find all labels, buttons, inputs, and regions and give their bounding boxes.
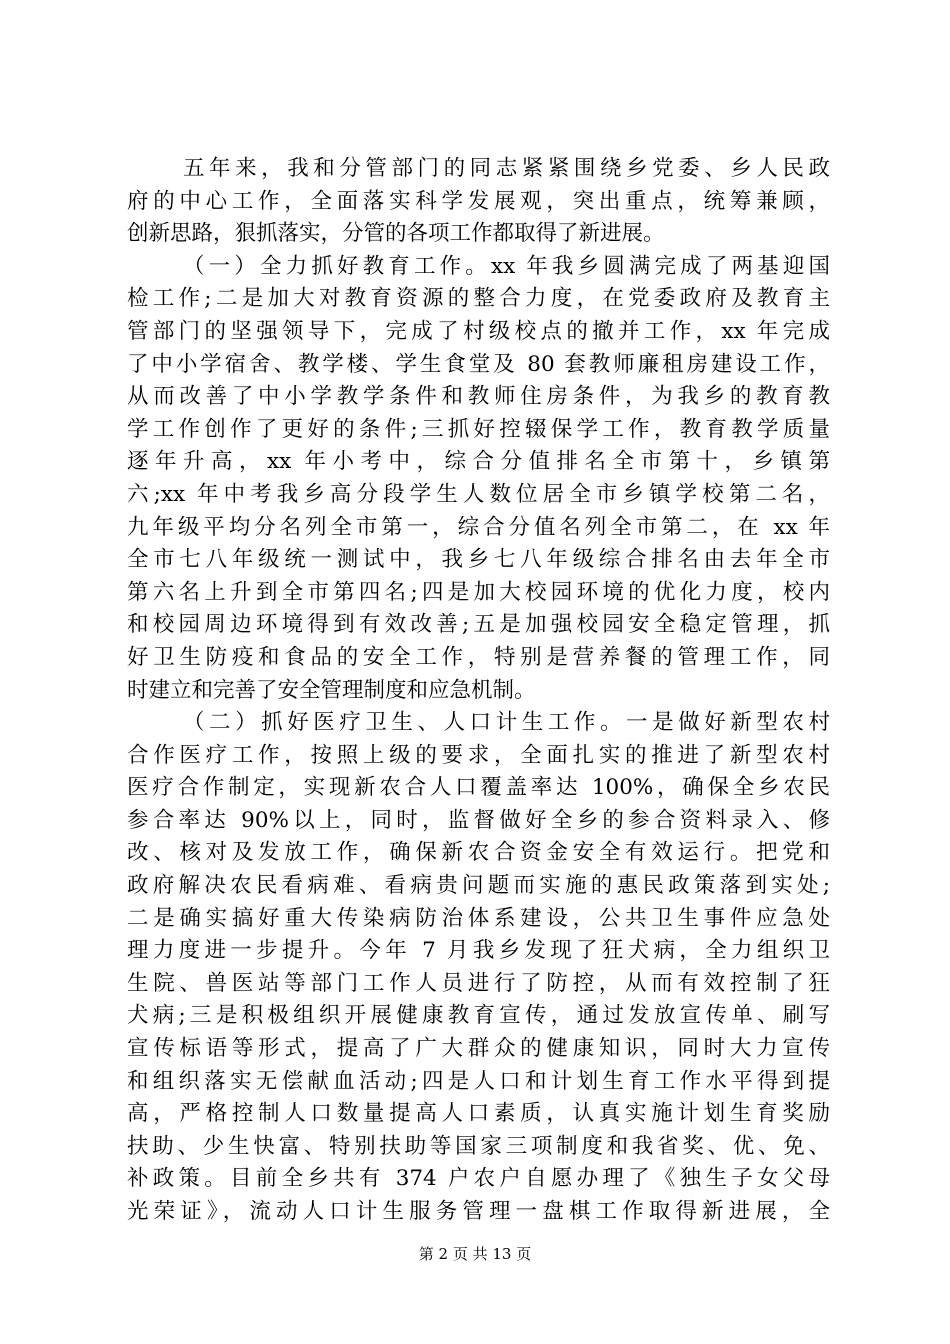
paragraph-line: 政府解决农民看病难、看病贵问题而实施的惠民政策落到实处;	[127, 873, 830, 899]
paragraph-line: 医疗合作制定，实现新农合人口覆盖率达 100%，确保全乡农民	[127, 775, 830, 801]
paragraph-line: 全市七八年级统一测试中，我乡七八年级综合排名由去年全市	[127, 547, 830, 573]
page-number-footer: 第 2 页 共 13 页	[418, 1245, 532, 1263]
paragraph-line: 府的中心工作，全面落实科学发展观，突出重点，统筹兼顾，	[127, 188, 830, 214]
paragraph-line: 检工作;二是加大对教育资源的整合力度，在党委政府及教育主	[127, 286, 830, 312]
paragraph-line: 九年级平均分名列全市第一，综合分值名列全市第二，在 xx 年	[127, 514, 830, 540]
paragraph-line: 逐年升高，xx 年小考中，综合分值排名全市第十，乡镇第	[127, 449, 830, 475]
paragraph-line: 参合率达 90%以上，同时，监督做好全乡的参合资料录入、修	[127, 807, 830, 833]
paragraph-line: 创新思路，狠抓落实，分管的各项工作都取得了新进展。	[127, 221, 665, 247]
paragraph-line: 时建立和完善了安全管理制度和应急机制。	[127, 677, 536, 703]
paragraph-line: 五年来，我和分管部门的同志紧紧围绕乡党委、乡人民政	[183, 156, 830, 181]
paragraph-line: 扶助、少生快富、特别扶助等国家三项制度和我省奖、优、免、	[127, 1133, 830, 1159]
paragraph-line: 和组织落实无偿献血活动;四是人口和计划生育工作水平得到提	[127, 1068, 830, 1094]
paragraph-line: 犬病;三是积极组织开展健康教育宣传，通过发放宣传单、刷写	[127, 1003, 830, 1029]
paragraph-line: 管部门的坚强领导下，完成了村级校点的撤并工作，xx 年完成	[127, 318, 830, 344]
paragraph-line: 二是确实搞好重大传染病防治体系建设，公共卫生事件应急处	[127, 905, 830, 931]
document-body	[127, 153, 830, 1229]
paragraph-line: 和校园周边环境得到有效改善;五是加强校园安全稳定管理，抓	[127, 612, 830, 638]
paragraph-line: 好卫生防疫和食品的安全工作，特别是营养餐的管理工作，同	[127, 644, 830, 670]
paragraph-line: （一）全力抓好教育工作。xx 年我乡圆满完成了两基迎国	[183, 253, 830, 279]
paragraph-line: 高，严格控制人口数量提高人口素质，认真实施计划生育奖励	[127, 1101, 830, 1127]
paragraph-line: 补政策。目前全乡共有 374 户农户自愿办理了《独生子女父母	[127, 1166, 830, 1192]
paragraph-line: 改、核对及发放工作，确保新农合资金安全有效运行。把党和	[127, 840, 830, 866]
paragraph-line: （二）抓好医疗卫生、人口计生工作。一是做好新型农村	[183, 710, 830, 736]
paragraph-line: 光荣证》，流动人口计生服务管理一盘棋工作取得新进展，全	[127, 1199, 830, 1224]
paragraph-line: 生院、兽医站等部门工作人员进行了防控，从而有效控制了狂	[127, 970, 830, 996]
paragraph-line: 合作医疗工作，按照上级的要求，全面扎实的推进了新型农村	[127, 742, 830, 768]
paragraph-line: 理力度进一步提升。今年 7 月我乡发现了狂犬病，全力组织卫	[127, 938, 830, 964]
paragraph-line: 了中小学宿舍、教学楼、学生食堂及 80 套教师廉租房建设工作，	[127, 351, 830, 377]
paragraph-line: 第六名上升到全市第四名;四是加大校园环境的优化力度，校内	[127, 579, 830, 605]
paragraph-line: 宣传标语等形式，提高了广大群众的健康知识，同时大力宣传	[127, 1036, 830, 1062]
paragraph-line: 从而改善了中小学教学条件和教师住房条件，为我乡的教育教	[127, 384, 830, 410]
paragraph-line: 六;xx 年中考我乡高分段学生人数位居全市乡镇学校第二名，	[127, 481, 830, 507]
paragraph-line: 学工作创作了更好的条件;三抓好控辍保学工作，教育教学质量	[127, 416, 830, 442]
